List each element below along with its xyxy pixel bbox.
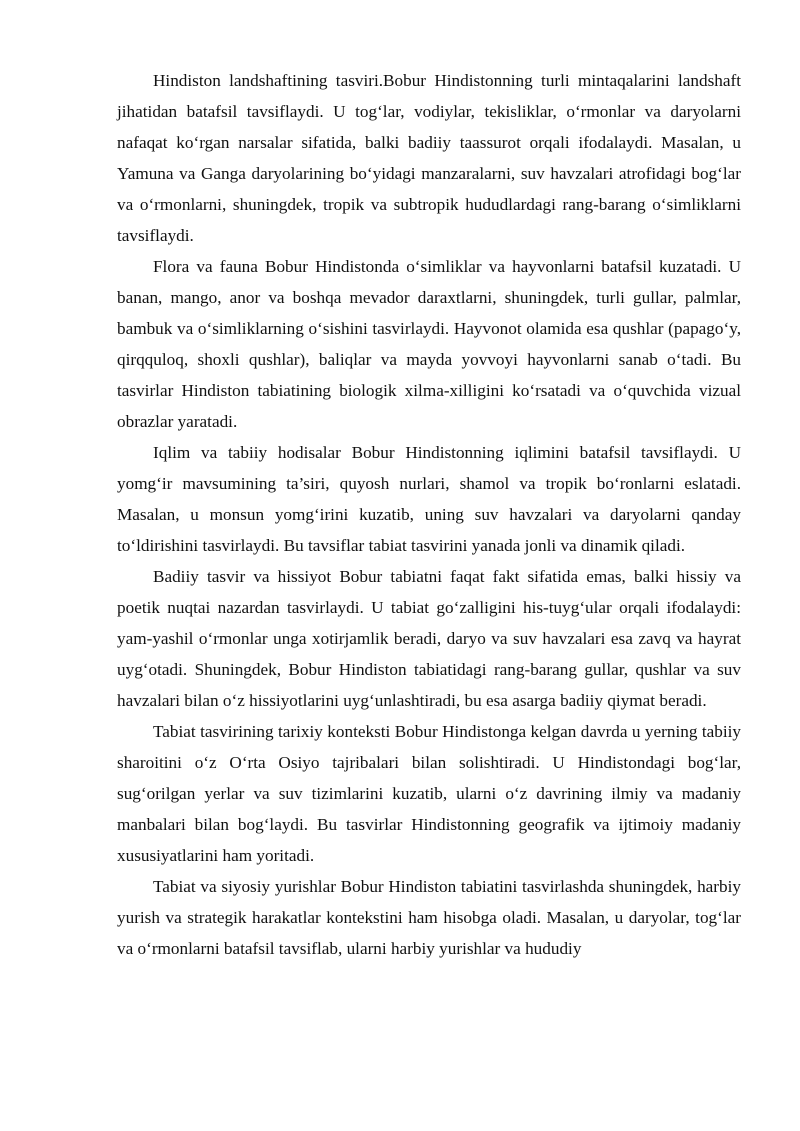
paragraph-historical-context: Tabiat tasvirining tarixiy konteksti Bobur Hindistonga kelgan davrda u yerning tabiiy sharoitini o‘z O‘rta Osiyo tajribalari bilan solishtiradi. U Hindistondagi bog‘lar, sug‘orilgan yerlar va suv tizimlarini kuzatib, ularni o‘z davrining ilmiy va madaniy manbalari bilan bog‘laydi. Bu tasvirlar Hindistonning geografik va ijtimoiy madaniy xususiyatlarini ham yoritadi. [117, 722, 741, 865]
paragraph-political-campaigns: Tabiat va siyosiy yurishlar Bobur Hindiston tabiatini tasvirlashda shuningdek, harbiy yurish va strategik harakatlar kontekstini ham hisobga oladi. Masalan, u daryolar, tog‘lar va o‘rmonlarni batafsil tavsiflab, ularni harbiy yurishlar va hududiy [117, 877, 741, 958]
paragraph-artistic-depiction: Badiiy tasvir va hissiyot Bobur tabiatni faqat fakt sifatida emas, balki hissiy va poetik nuqtai nazardan tasvirlaydi. U tabiat go‘zalligini his-tuyg‘ular orqali ifodalaydi: yam-yashil o‘rmonlar unga xotirjamlik beradi, daryo va suv havzalari esa zavq va hayrat uyg‘otadi. Shuningdek, Bobur Hindiston tabiatidagi rang-barang gullar, qushlar va suv havzalari bilan o‘z hissiyotlarini uyg‘unlashtiradi, bu esa asarga badiiy qiymat beradi. [117, 567, 741, 710]
paragraph-climate: Iqlim va tabiiy hodisalar Bobur Hindistonning iqlimini batafsil tavsiflaydi. U yomg‘ir mavsumining ta’siri, quyosh nurlari, shamol va tropik bo‘ronlarni eslatadi. Masalan, u monsun yomg‘irini kuzatib, uning suv havzalari va daryolarni qanday to‘ldirishini tasvirlaydi. Bu tavsiflar tabiat tasvirini yanada jonli va dinamik qiladi. [117, 443, 741, 555]
paragraph-flora-fauna: Flora va fauna Bobur Hindistonda o‘simliklar va hayvonlarni batafsil kuzatadi. U banan, mango, anor va boshqa mevador daraxtlarni, shuningdek, turli gullar, palmlar, bambuk va o‘simliklarning o‘sishini tasvirlaydi. Hayvonot olamida esa qushlar (papago‘y, qirqquloq, shoxli qushlar), baliqlar va mayda yovvoyi hayvonlarni sanab o‘tadi. Bu tasvirlar Hindiston tabiatining biologik xilma-xilligini ko‘rsatadi va o‘quvchida vizual obrazlar yaratadi. [117, 257, 741, 431]
paragraph-landscape: Hindiston landshaftining tasviri.Bobur Hindistonning turli mintaqalarini landshaft jihatidan batafsil tavsiflaydi. U tog‘lar, vodiylar, tekisliklar, o‘rmonlar va daryolarni nafaqat ko‘rgan narsalar sifatida, balki badiiy taassurot orqali ifodalaydi. Masalan, u Yamuna va Ganga daryolarining bo‘yidagi manzaralarni, suv havzalari atrofidagi bog‘lar va o‘rmonlarni, shuningdek, tropik va subtropik hududlardagi rang-barang o‘simliklarni tavsiflaydi. [117, 71, 741, 245]
document-page [117, 65, 741, 964]
